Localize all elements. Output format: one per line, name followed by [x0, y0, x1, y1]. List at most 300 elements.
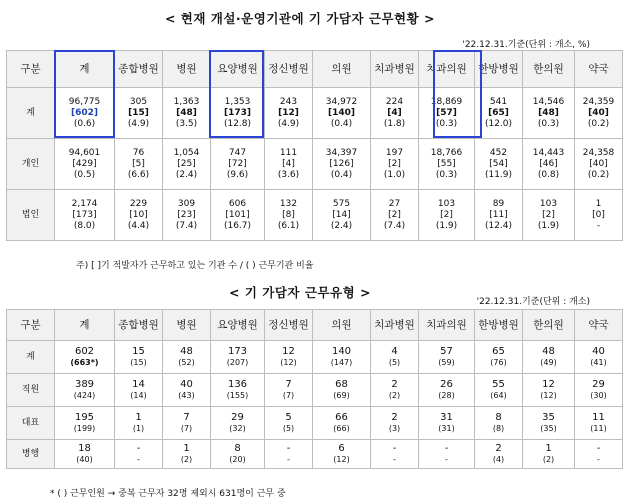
cell-value: 747 — [228, 147, 247, 158]
table-cell — [211, 407, 265, 440]
cell-value: 1 — [135, 412, 142, 423]
row-label: 개인 — [7, 139, 55, 190]
table-cell — [523, 190, 575, 241]
cell-value: 76 — [132, 147, 145, 158]
cell-value: 89 — [492, 198, 505, 209]
table-row — [7, 374, 623, 407]
cell-count: [40] — [589, 158, 608, 169]
cell-count: [25] — [177, 158, 196, 169]
cell-count: [4] — [282, 158, 295, 169]
cell-value: - — [596, 443, 601, 454]
table-row — [7, 407, 623, 440]
cell-count: [126] — [329, 158, 354, 169]
cell-value: 195 — [74, 412, 95, 423]
cell-count: - — [597, 455, 600, 464]
cell-count: (20) — [229, 455, 246, 464]
cell-count: [2] — [542, 209, 555, 220]
cell-percent: (8.0) — [73, 220, 96, 231]
table-cell — [115, 374, 163, 407]
table-row — [7, 139, 623, 190]
cell-value: 18,766 — [430, 147, 463, 158]
table-cell — [313, 407, 371, 440]
cell-value: 12 — [542, 379, 555, 390]
cell-value: 15 — [132, 346, 145, 357]
table-cell — [475, 374, 523, 407]
section1-title: < 현재 개설·운영기관에 기 가담자 근무현황 > — [164, 11, 436, 26]
table-cell — [55, 139, 115, 190]
cell-value: 7 — [285, 379, 292, 390]
table-cell — [575, 407, 623, 440]
cell-count: (28) — [438, 391, 455, 400]
cell-count: (11) — [590, 424, 607, 433]
cell-value: 1,363 — [173, 96, 200, 107]
cell-percent: (6.1) — [277, 220, 300, 231]
cell-value: 48 — [180, 346, 193, 357]
header-cell: 한방병원 — [475, 51, 523, 88]
cell-value: 94,601 — [68, 147, 101, 158]
table-cell — [313, 190, 371, 241]
header-cell: 종합병원 — [115, 310, 163, 341]
status-table-body — [7, 88, 623, 241]
cell-value: 541 — [489, 96, 508, 107]
cell-count: (2) — [388, 391, 401, 400]
cell-percent: (1.9) — [537, 220, 560, 231]
table-cell — [419, 341, 475, 374]
cell-value: 229 — [129, 198, 148, 209]
table-header-row — [7, 51, 623, 88]
cell-percent: (2.4) — [175, 169, 198, 180]
cell-count: [65] — [488, 107, 509, 118]
table-cell — [475, 407, 523, 440]
cell-percent: (4.9) — [277, 118, 300, 129]
table-cell — [575, 139, 623, 190]
cell-value: 606 — [228, 198, 247, 209]
table-cell — [211, 88, 265, 139]
table-cell — [265, 440, 313, 469]
cell-percent: (0.5) — [73, 169, 96, 180]
cell-percent: (12.4) — [484, 220, 513, 231]
cell-percent: (2.4) — [330, 220, 353, 231]
cell-percent: (3.6) — [277, 169, 300, 180]
table-cell — [115, 440, 163, 469]
cell-count: [5] — [132, 158, 145, 169]
row-label: 계 — [7, 88, 55, 139]
table-cell — [475, 88, 523, 139]
cell-value: 575 — [332, 198, 351, 209]
cell-count: (155) — [226, 391, 249, 400]
cell-value: 243 — [279, 96, 298, 107]
cell-count: [101] — [225, 209, 250, 220]
row-label: 법인 — [7, 190, 55, 241]
cell-value: 8 — [234, 443, 241, 454]
table-row — [7, 440, 623, 469]
cell-value: 197 — [385, 147, 404, 158]
table-cell — [163, 139, 211, 190]
table-cell — [55, 190, 115, 241]
header-cell: 정신병원 — [265, 51, 313, 88]
table-cell — [523, 374, 575, 407]
cell-value: 452 — [489, 147, 508, 158]
header-cell: 계 — [55, 310, 115, 341]
cell-count: [173] — [72, 209, 97, 220]
table-cell — [419, 190, 475, 241]
table-cell — [313, 374, 371, 407]
cell-count: (69) — [333, 391, 350, 400]
cell-value: 1 — [545, 443, 552, 454]
table-cell — [55, 407, 115, 440]
table-cell — [55, 88, 115, 139]
cell-percent: (1.8) — [383, 118, 406, 129]
cell-percent: (0.4) — [330, 118, 353, 129]
cell-count: (14) — [130, 391, 147, 400]
table-cell — [163, 440, 211, 469]
table-cell — [419, 440, 475, 469]
cell-value: 8 — [495, 412, 502, 423]
cell-count: [140] — [327, 107, 355, 118]
cell-count: (5) — [388, 358, 401, 367]
table-cell — [475, 190, 523, 241]
cell-value: 18 — [78, 443, 91, 454]
cell-count: [11] — [489, 209, 508, 220]
cell-count: (207) — [226, 358, 249, 367]
header-cell: 병원 — [163, 51, 211, 88]
header-cell: 치과의원 — [419, 51, 475, 88]
cell-count: [46] — [539, 158, 558, 169]
table-cell — [475, 139, 523, 190]
cell-count: (35) — [540, 424, 557, 433]
cell-count: [429] — [72, 158, 97, 169]
table-cell — [523, 341, 575, 374]
header-cell: 요양병원 — [211, 310, 265, 341]
cell-value: 309 — [177, 198, 196, 209]
cell-count: [48] — [538, 107, 559, 118]
cell-percent: (4.9) — [127, 118, 150, 129]
cell-value: 68 — [335, 379, 348, 390]
section1-note: 주) [ ]기 적발자가 근무하고 있는 기관 수 / ( ) 근무기관 비율 — [76, 261, 314, 271]
table-cell — [211, 341, 265, 374]
cell-percent: (3.5) — [175, 118, 198, 129]
cell-count: - — [137, 455, 140, 464]
table-cell — [475, 341, 523, 374]
cell-percent: (1.0) — [383, 169, 406, 180]
cell-value: 29 — [592, 379, 605, 390]
table-cell — [575, 341, 623, 374]
header-cell: 종합병원 — [115, 51, 163, 88]
table-cell — [575, 88, 623, 139]
header-cell: 정신병원 — [265, 310, 313, 341]
table-cell — [371, 440, 419, 469]
cell-count: (15) — [130, 358, 147, 367]
table-cell — [419, 407, 475, 440]
cell-count: (5) — [282, 424, 295, 433]
header-cell: 한방병원 — [475, 310, 523, 341]
cell-value: 40 — [592, 346, 605, 357]
cell-count: (49) — [540, 358, 557, 367]
cell-value: 65 — [492, 346, 505, 357]
cell-value: 7 — [183, 412, 190, 423]
cell-percent: (0.4) — [330, 169, 353, 180]
cell-value: 40 — [180, 379, 193, 390]
cell-count: (147) — [330, 358, 353, 367]
cell-value: 5 — [285, 412, 292, 423]
header-cell: 한의원 — [523, 51, 575, 88]
cell-count: [2] — [388, 158, 401, 169]
row-label: 계 — [7, 341, 55, 374]
cell-count: [15] — [128, 107, 149, 118]
row-label: 병행 — [7, 440, 55, 469]
cell-count: [602] — [70, 107, 98, 118]
cell-count: [48] — [176, 107, 197, 118]
table-cell — [523, 440, 575, 469]
cell-count: (199) — [73, 424, 96, 433]
cell-percent: (12.0) — [484, 118, 513, 129]
table-cell — [575, 374, 623, 407]
cell-percent: (0.8) — [537, 169, 560, 180]
table-cell — [265, 407, 313, 440]
cell-value: 96,775 — [68, 96, 101, 107]
cell-value: 35 — [542, 412, 555, 423]
cell-value: 2 — [391, 379, 398, 390]
header-cell: 계 — [55, 51, 115, 88]
header-cell: 한의원 — [523, 310, 575, 341]
cell-value: 111 — [279, 147, 298, 158]
table-header-row — [7, 310, 623, 341]
cell-value: 2,174 — [71, 198, 98, 209]
cell-count: [2] — [388, 209, 401, 220]
table-cell — [115, 88, 163, 139]
cell-value: - — [392, 443, 397, 454]
cell-count: (40) — [76, 455, 93, 464]
cell-count: - — [287, 455, 290, 464]
cell-value: 11 — [592, 412, 605, 423]
cell-count: [23] — [177, 209, 196, 220]
cell-value: 34,397 — [325, 147, 358, 158]
cell-count: (424) — [73, 391, 96, 400]
cell-count: (66) — [333, 424, 350, 433]
cell-count: (7) — [282, 391, 295, 400]
cell-value: 305 — [129, 96, 148, 107]
table-cell — [371, 407, 419, 440]
table-cell — [371, 341, 419, 374]
cell-value: 1,054 — [173, 147, 200, 158]
cell-percent: (0.2) — [587, 169, 610, 180]
cell-value: - — [444, 443, 449, 454]
cell-value: 389 — [74, 379, 95, 390]
table-cell — [211, 440, 265, 469]
table-cell — [211, 374, 265, 407]
table-cell — [115, 139, 163, 190]
cell-value: 57 — [440, 346, 453, 357]
table-cell — [115, 407, 163, 440]
cell-value: 14 — [132, 379, 145, 390]
cell-percent: (0.3) — [435, 118, 458, 129]
table-cell — [265, 88, 313, 139]
table-cell — [163, 341, 211, 374]
cell-count: (12) — [333, 455, 350, 464]
table-cell — [163, 190, 211, 241]
cell-count: (12) — [280, 358, 297, 367]
cell-value: 31 — [440, 412, 453, 423]
cell-count: (7) — [180, 424, 193, 433]
table-cell — [163, 407, 211, 440]
cell-value: 136 — [227, 379, 248, 390]
cell-percent: (16.7) — [223, 220, 252, 231]
table-cell — [55, 341, 115, 374]
cell-value: 1 — [595, 198, 602, 209]
table-cell — [313, 88, 371, 139]
table-cell — [523, 407, 575, 440]
cell-value: 2 — [391, 412, 398, 423]
table-cell — [163, 374, 211, 407]
cell-count: (12) — [540, 391, 557, 400]
cell-value: 55 — [492, 379, 505, 390]
cell-count: [4] — [387, 107, 402, 118]
cell-count: (76) — [490, 358, 507, 367]
cell-count: [72] — [228, 158, 247, 169]
cell-percent: - — [596, 220, 601, 231]
cell-count: [0] — [592, 209, 605, 220]
cell-value: 1 — [183, 443, 190, 454]
cell-value: 27 — [388, 198, 401, 209]
work-type-table — [6, 309, 623, 469]
table-cell — [371, 190, 419, 241]
header-cell: 약국 — [575, 51, 623, 88]
cell-count: (31) — [438, 424, 455, 433]
cell-value: 18,869 — [430, 96, 463, 107]
cell-count: (8) — [492, 424, 505, 433]
table-cell — [419, 88, 475, 139]
cell-count: (59) — [438, 358, 455, 367]
cell-count: (3) — [388, 424, 401, 433]
cell-percent: (11.9) — [484, 169, 513, 180]
table-cell — [575, 190, 623, 241]
table-cell — [211, 190, 265, 241]
cell-count: - — [393, 455, 396, 464]
cell-count: (4) — [492, 455, 505, 464]
cell-value: - — [136, 443, 141, 454]
section2-basis: '22.12.31.기준(단위 : 개소) — [476, 297, 590, 307]
cell-count: [8] — [282, 209, 295, 220]
cell-count: [54] — [489, 158, 508, 169]
table-cell — [371, 374, 419, 407]
header-cell: 의원 — [313, 310, 371, 341]
table-cell — [313, 341, 371, 374]
cell-count: [40] — [588, 107, 609, 118]
status-table — [6, 50, 623, 241]
table-cell — [265, 190, 313, 241]
cell-percent: (0.3) — [435, 169, 458, 180]
cell-value: 140 — [331, 346, 352, 357]
header-cell: 구분 — [7, 51, 55, 88]
table-cell — [313, 139, 371, 190]
cell-value: 132 — [279, 198, 298, 209]
cell-value: 173 — [227, 346, 248, 357]
header-cell: 치과병원 — [371, 310, 419, 341]
cell-value: 24,358 — [582, 147, 615, 158]
cell-value: 34,972 — [325, 96, 358, 107]
cell-percent: (4.4) — [127, 220, 150, 231]
cell-value: 12 — [282, 346, 295, 357]
table-row — [7, 341, 623, 374]
cell-count: (30) — [590, 391, 607, 400]
cell-value: 14,546 — [532, 96, 565, 107]
cell-count: (1) — [132, 424, 145, 433]
table-cell — [419, 374, 475, 407]
cell-count: [2] — [440, 209, 453, 220]
cell-percent: (0.3) — [537, 118, 560, 129]
table-cell — [265, 139, 313, 190]
cell-percent: (1.9) — [435, 220, 458, 231]
header-cell: 병원 — [163, 310, 211, 341]
cell-count: (41) — [590, 358, 607, 367]
row-label: 직원 — [7, 374, 55, 407]
table-cell — [265, 374, 313, 407]
cell-value: 26 — [440, 379, 453, 390]
cell-count: (32) — [229, 424, 246, 433]
table-cell — [163, 88, 211, 139]
cell-value: - — [286, 443, 291, 454]
header-cell: 의원 — [313, 51, 371, 88]
table-cell — [313, 440, 371, 469]
cell-count: (2) — [542, 455, 555, 464]
table-cell — [265, 341, 313, 374]
header-cell: 치과병원 — [371, 51, 419, 88]
section2-title: < 기 가담자 근무유형 > — [229, 285, 371, 300]
cell-percent: (6.6) — [127, 169, 150, 180]
cell-percent: (0.2) — [587, 118, 610, 129]
cell-value: 24,359 — [582, 96, 615, 107]
cell-count: [10] — [129, 209, 148, 220]
table-cell — [523, 139, 575, 190]
header-cell: 요양병원 — [211, 51, 265, 88]
cell-count: [57] — [436, 107, 457, 118]
cell-percent: (9.6) — [226, 169, 249, 180]
cell-value: 103 — [539, 198, 558, 209]
cell-value: 14,443 — [532, 147, 565, 158]
section2-note: * ( ) 근무인원 → 중복 근무자 32명 제외시 631명이 근무 중 — [50, 489, 286, 499]
cell-value: 224 — [385, 96, 404, 107]
cell-count: [173] — [223, 107, 251, 118]
table-cell — [115, 190, 163, 241]
header-cell: 약국 — [575, 310, 623, 341]
cell-percent: (7.4) — [383, 220, 406, 231]
header-cell: 구분 — [7, 310, 55, 341]
cell-value: 1,353 — [224, 96, 251, 107]
cell-value: 4 — [391, 346, 398, 357]
table-row — [7, 88, 623, 139]
cell-count: (2) — [180, 455, 193, 464]
cell-value: 66 — [335, 412, 348, 423]
section1-basis: '22.12.31.기준(단위 : 개소, %) — [462, 40, 590, 50]
table-cell — [475, 440, 523, 469]
cell-value: 2 — [495, 443, 502, 454]
cell-count: (663*) — [70, 358, 99, 367]
table-cell — [115, 341, 163, 374]
cell-value: 48 — [542, 346, 555, 357]
cell-count: (43) — [178, 391, 195, 400]
cell-count: [14] — [332, 209, 351, 220]
table-cell — [55, 440, 115, 469]
table-cell — [55, 374, 115, 407]
cell-count: (52) — [178, 358, 195, 367]
cell-value: 29 — [231, 412, 244, 423]
work-type-table-body — [7, 341, 623, 469]
cell-count: - — [445, 455, 448, 464]
header-cell: 치과의원 — [419, 310, 475, 341]
table-cell — [575, 440, 623, 469]
cell-percent: (0.6) — [73, 118, 96, 129]
cell-value: 6 — [338, 443, 345, 454]
